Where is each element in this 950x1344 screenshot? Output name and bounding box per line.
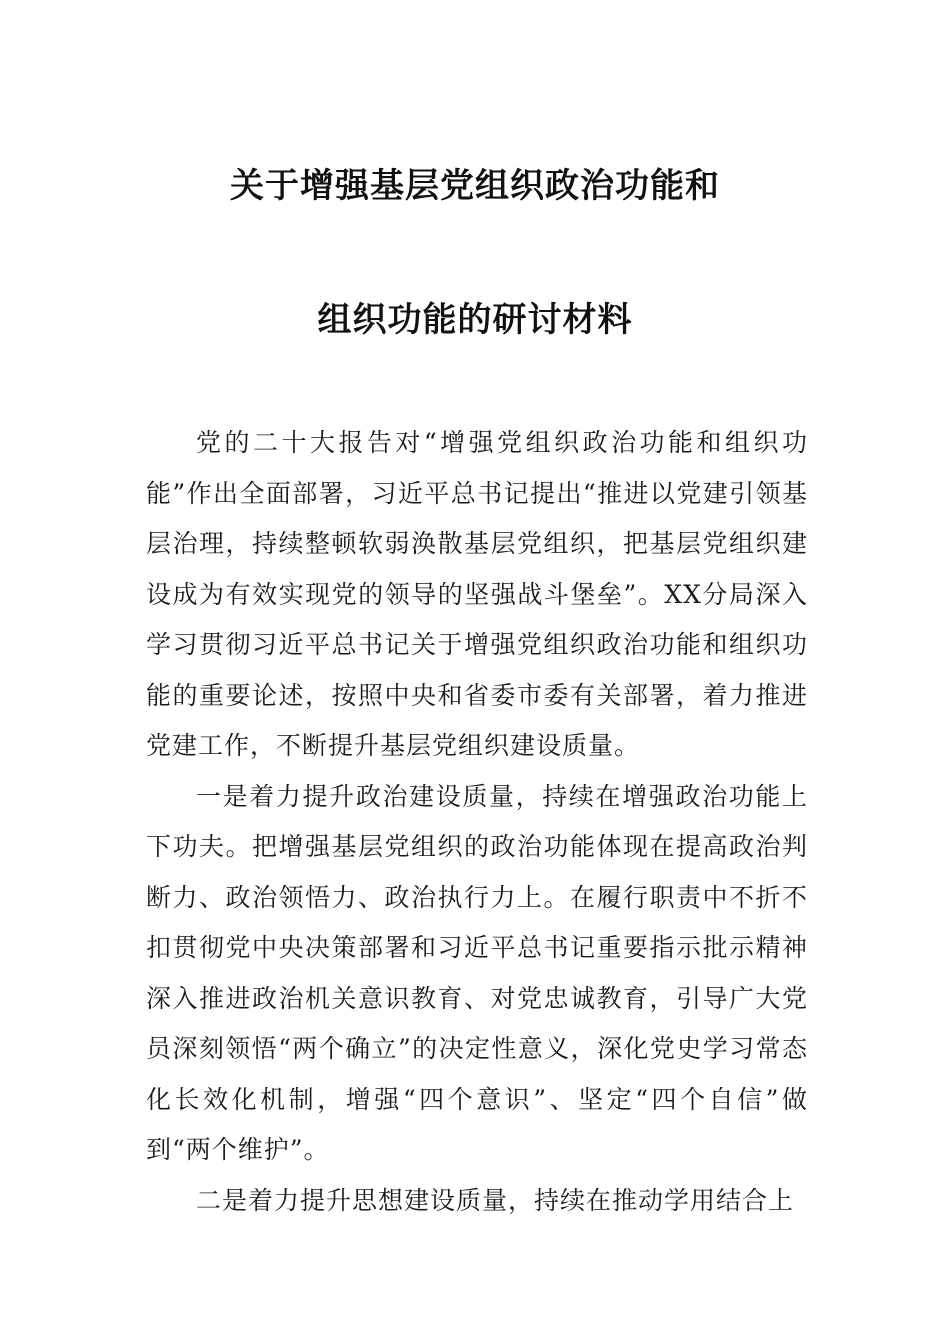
document-title-line-2: 组织功能的研讨材料 — [317, 300, 633, 340]
paragraph-ideological-construction: 二是着力提升思想建设质量，持续在推动学用结合上 — [196, 1185, 795, 1215]
paragraph-intro: 党的二十大报告对“增强党组织政治功能和组织功能”作出全面部署，习近平总书记提出“推进以党建引领基层治理，持续整顿软弱涣散基层党组织，把基层党组织建设成为有效实现党的领导的坚强战斗堡垒”。XX分局深入学习贯彻习近平总书记关于增强党组织政治功能和组织功能的重要论述，按照中央和省委市委有关部署，着力推进党建工作，不断提升基层党组织建设质量。 — [146, 428, 808, 760]
document-title-line-1: 关于增强基层党组织政治功能和 — [230, 166, 720, 206]
document-body — [146, 418, 808, 1226]
paragraph-political-construction: 一是着力提升政治建设质量，持续在增强政治功能上下功夫。把增强基层党组织的政治功能体现在提高政治判断力、政治领悟力、政治执行力上。在履行职责中不折不扣贯彻党中央决策部署和习近平总书记重要指示批示精神深入推进政治机关意识教育、对党忠诚教育，引导广大党员深刻领悟“两个确立”的决定性意义，深化党史学习常态化长效化机制，增强“四个意识”、坚定“四个自信”做到“两个维护”。 — [146, 781, 808, 1164]
